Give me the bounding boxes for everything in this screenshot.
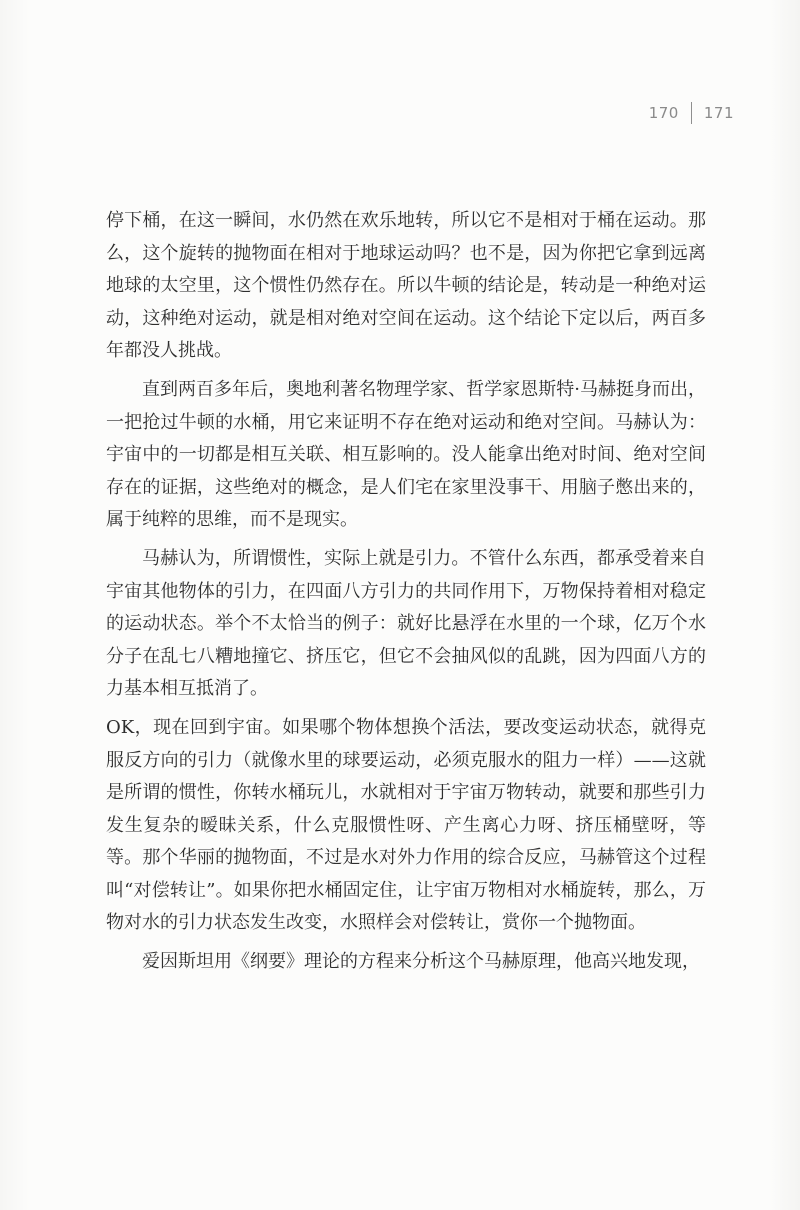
left-page-number: 170	[648, 104, 679, 122]
right-page-number: 171	[703, 104, 734, 122]
paragraph-einstein: 爱因斯坦用《纲要》理论的方程来分析这个马赫原理，他高兴地发现，	[142, 951, 700, 973]
page-number-header	[649, 102, 734, 124]
paragraph-inertia-gravity: 马赫认为，所谓惯性，实际上就是引力。不管什么东西，都承受着来自宇宙其他物体的引力，在四面八方引力的共同作用下，万物保持着相对稳定的运动状态。举个不太恰当的例子：就好比悬浮在水里的一个球，亿万个水分子在乱七八糟地撞它、挤压它，但它不会抽风似的乱跳，因为四面八方的力基本相互抵消了。	[106, 547, 706, 700]
paragraph-continuation: 停下桶，在这一瞬间，水仍然在欢乐地转，所以它不是相对于桶在运动。那么，这个旋转的抛物面在相对于地球运动吗？也不是，因为你把它拿到远离地球的太空里，这个惯性仍然存在。所以牛顿的结论是，转动是一种绝对运动，这种绝对运动，就是相对绝对空间在运动。这个结论下定以后，两百多年都没人挑战。	[106, 210, 706, 362]
body-text	[106, 205, 706, 985]
paragraph-back-to-universe: OK，现在回到宇宙。如果哪个物体想换个活法，要改变运动状态，就得克服反方向的引力（就像水里的球要运动，必须克服水的阻力一样）——这就是所谓的惯性，你转水桶玩儿，水就相对于宇宙万物转动，就要和那些引力发生复杂的暧昧关系，什么克服惯性呀、产生离心力呀、挤压桶壁呀，等等。那个华丽的抛物面，不过是水对外力作用的综合反应，马赫管这个过程叫“对偿转让”。如果你把水桶固定住，让宇宙万物相对水桶旋转，那么，万物对水的引力状态发生改变，水照样会对偿转让，赏你一个抛物面。	[106, 716, 706, 934]
page-number-divider	[691, 102, 692, 124]
paragraph-mach-challenge: 直到两百多年后，奥地利著名物理学家、哲学家恩斯特·马赫挺身而出，一把抢过牛顿的水桶，用它来证明不存在绝对运动和绝对空间。马赫认为：宇宙中的一切都是相互关联、相互影响的。没人能拿出绝对时间、绝对空间存在的证据，这些绝对的概念，是人们宅在家里没事干、用脑子憋出来的，属于纯粹的思维，而不是现实。	[106, 378, 706, 531]
